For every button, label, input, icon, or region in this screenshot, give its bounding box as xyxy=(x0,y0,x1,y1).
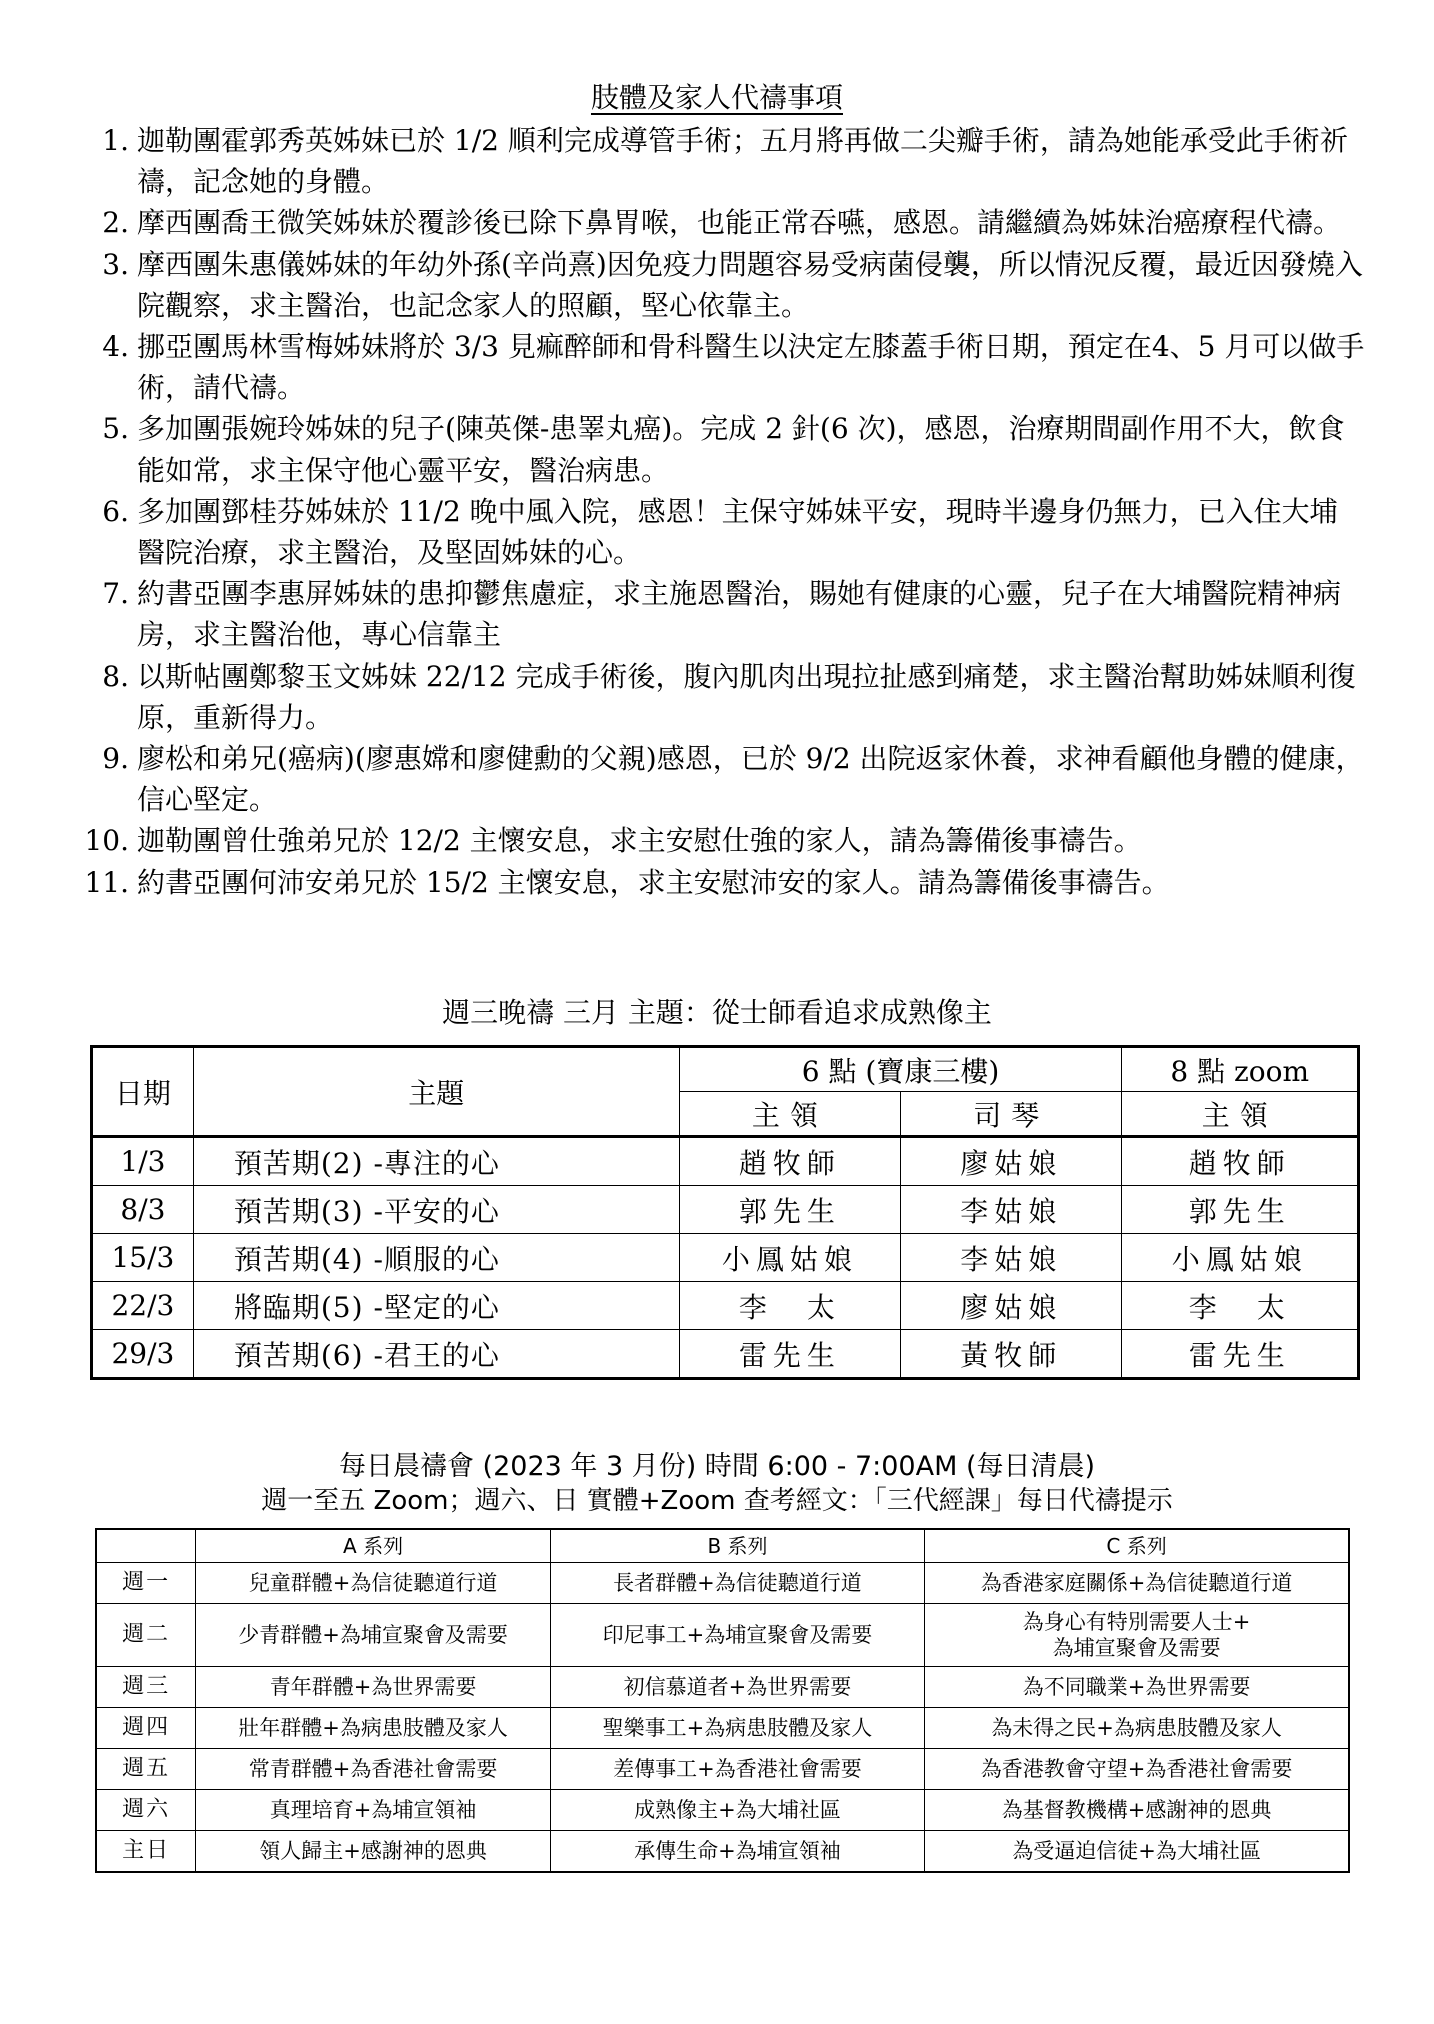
header-8pm-group: 8 點 zoom xyxy=(1122,1047,1359,1092)
table-row xyxy=(92,1282,1359,1330)
cell-series-c-line1: 為受逼迫信徒+為大埔社區 xyxy=(1012,1839,1261,1863)
cell-piano-6pm: 黃牧師 xyxy=(901,1330,1122,1379)
item-number: 2. xyxy=(102,206,129,240)
cell-series-b: 長者群體+為信徒聽道行道 xyxy=(550,1563,924,1604)
cell-series-a: 常青群體+為香港社會需要 xyxy=(196,1749,550,1790)
cell-series-c-line1: 為香港家庭關係+為信徒聽道行道 xyxy=(980,1571,1293,1595)
cell-series-c-line2: 為埔宣聚會及需要 xyxy=(1052,1636,1221,1660)
cell-topic: 預苦期(6) -君王的心 xyxy=(193,1330,679,1379)
cell-series-c-line1: 為基督教機構+感謝神的恩典 xyxy=(1001,1798,1272,1822)
cell-series-c xyxy=(925,1790,1349,1831)
item-number: 5. xyxy=(102,412,129,446)
morning-prayer-table xyxy=(95,1528,1350,1873)
cell-lead-8pm: 趙牧師 xyxy=(1122,1137,1359,1186)
cell-series-c xyxy=(925,1749,1349,1790)
cell-series-a: 真理培育+為埔宣領袖 xyxy=(196,1790,550,1831)
item-text: 以斯帖團鄭黎玉文姊妹 22/12 完成手術後，腹內肌肉出現拉扯感到痛楚，求主醫治幫助姊妹順利復原，重新得力。 xyxy=(137,659,1356,734)
table-header-row xyxy=(96,1529,1349,1563)
table-row xyxy=(92,1234,1359,1282)
cell-piano-6pm: 李姑娘 xyxy=(901,1186,1122,1234)
cell-date: 8/3 xyxy=(92,1186,194,1234)
item-number: 3. xyxy=(102,247,129,281)
cell-series-a: 兒童群體+為信徒聽道行道 xyxy=(196,1563,550,1604)
cell-day: 週五 xyxy=(96,1749,196,1790)
table-row xyxy=(96,1667,1349,1708)
cell-date: 1/3 xyxy=(92,1137,194,1186)
cell-day: 週一 xyxy=(96,1563,196,1604)
morning-title-line2: 週一至五 Zoom；週六、日 實體+Zoom 查考經文：「三代經課」每日代禱提示 xyxy=(261,1486,1173,1516)
cell-lead-6pm: 趙牧師 xyxy=(679,1137,901,1186)
cell-lead-8pm: 郭先生 xyxy=(1122,1186,1359,1234)
table-row xyxy=(96,1790,1349,1831)
cell-day: 週四 xyxy=(96,1708,196,1749)
item-number: 7. xyxy=(102,577,129,611)
table-header-row xyxy=(92,1047,1359,1092)
table-row xyxy=(96,1831,1349,1873)
cell-day: 週二 xyxy=(96,1604,196,1667)
cell-lead-6pm: 小鳳姑娘 xyxy=(679,1234,901,1282)
cell-series-a: 壯年群體+為病患肢體及家人 xyxy=(196,1708,550,1749)
item-text: 迦勒團霍郭秀英姊妹已於 1/2 順利完成導管手術；五月將再做二尖瓣手術，請為她能承受此手術祈禱，記念她的身體。 xyxy=(137,124,1348,199)
cell-series-a: 少青群體+為埔宣聚會及需要 xyxy=(196,1604,550,1667)
item-number: 10. xyxy=(84,824,129,858)
item-text: 摩西團喬王微笑姊妹於覆診後已除下鼻胃喉，也能正常吞嚥，感恩。請繼續為姊妹治癌療程代禱。 xyxy=(137,206,1342,240)
item-number: 1. xyxy=(102,124,129,157)
cell-series-a: 領人歸主+感謝神的恩典 xyxy=(196,1831,550,1873)
cell-series-b: 成熟像主+為大埔社區 xyxy=(550,1790,924,1831)
header-6pm-group: 6 點 (寶康三樓) xyxy=(679,1047,1122,1092)
cell-piano-6pm: 廖姑娘 xyxy=(901,1137,1122,1186)
morning-title-line1: 每日晨禱會 (2023 年 3 月份) 時間 6:00 - 7:00AM (每日清晨) xyxy=(338,1451,1096,1482)
header-piano-6pm: 司琴 xyxy=(901,1092,1122,1137)
cell-series-c-line1: 為未得之民+為病患肢體及家人 xyxy=(991,1716,1282,1740)
cell-series-c xyxy=(925,1563,1349,1604)
cell-series-b: 初信慕道者+為世界需要 xyxy=(550,1667,924,1708)
evening-prayer-table xyxy=(90,1045,1360,1380)
cell-lead-6pm: 郭先生 xyxy=(679,1186,901,1234)
cell-topic: 將臨期(5) -堅定的心 xyxy=(193,1282,679,1330)
prayer-list xyxy=(85,120,1365,903)
table-row xyxy=(92,1330,1359,1379)
cell-lead-6pm: 李 太 xyxy=(679,1282,901,1330)
cell-series-c-line1: 為身心有特別需要人士+ xyxy=(1022,1610,1251,1634)
cell-lead-8pm: 雷先生 xyxy=(1122,1330,1359,1379)
cell-series-c-line1: 為不同職業+為世界需要 xyxy=(1022,1675,1251,1699)
evening-section-title: 週三晚禱 三月 主題：從士師看追求成熟像主 xyxy=(442,996,992,1029)
cell-series-c-line1: 為香港教會守望+為香港社會需要 xyxy=(980,1757,1293,1781)
item-text: 多加團鄧桂芬姊妹於 11/2 晚中風入院，感恩！主保守姊妹平安，現時半邊身仍無力，已入住大埔醫院治療，求主醫治，及堅固姊妹的心。 xyxy=(137,494,1338,570)
table-row xyxy=(92,1186,1359,1234)
cell-topic: 預苦期(4) -順服的心 xyxy=(193,1234,679,1282)
cell-date: 22/3 xyxy=(92,1282,194,1330)
cell-series-c xyxy=(925,1708,1349,1749)
cell-piano-6pm: 李姑娘 xyxy=(901,1234,1122,1282)
item-text: 多加團張婉玲姊妹的兒子(陳英傑-患睪丸癌)。完成 2 針(6 次)，感恩，治療期間副作用不大，飲食能如常，求主保守他心靈平安，醫治病患。 xyxy=(137,412,1345,487)
cell-series-b: 聖樂事工+為病患肢體及家人 xyxy=(550,1708,924,1749)
item-text: 挪亞團馬林雪梅姊妹將於 3/3 見痲醉師和骨科醫生以決定左膝蓋手術日期，預定在4、5 月可以做手術，請代禱。 xyxy=(137,330,1365,405)
list-item xyxy=(85,202,1365,243)
table-row xyxy=(96,1604,1349,1667)
header-series-a: A 系列 xyxy=(196,1529,550,1563)
cell-series-c xyxy=(925,1831,1349,1873)
cell-lead-8pm: 小鳳姑娘 xyxy=(1122,1234,1359,1282)
cell-series-b: 承傳生命+為埔宣領袖 xyxy=(550,1831,924,1873)
table-row xyxy=(96,1563,1349,1604)
item-text: 廖松和弟兄(癌病)(廖惠嫦和廖健勳的父親)感恩，已於 9/2 出院返家休養，求神看顧他身體的健康，信心堅定。 xyxy=(137,742,1364,817)
item-text: 摩西團朱惠儀姊妹的年幼外孫(辛尚熹)因免疫力問題容易受病菌侵襲，所以情況反覆，最近因發燒入院觀察，求主醫治，也記念家人的照顧，堅心依靠主。 xyxy=(137,247,1363,322)
list-item xyxy=(85,244,1365,326)
item-number: 11. xyxy=(84,865,129,899)
table-row xyxy=(96,1749,1349,1790)
cell-series-b: 印尼事工+為埔宣聚會及需要 xyxy=(550,1604,924,1667)
cell-topic: 預苦期(2) -專注的心 xyxy=(193,1137,679,1186)
cell-lead-8pm: 李 太 xyxy=(1122,1282,1359,1330)
item-number: 8. xyxy=(102,659,129,693)
header-lead-8pm: 主領 xyxy=(1122,1092,1359,1137)
item-text: 約書亞團李惠屏姊妹的患抑鬱焦慮症，求主施恩醫治，賜她有健康的心靈，兒子在大埔醫院精神病房，求主醫治他，專心信靠主 xyxy=(137,577,1342,652)
header-series-b: B 系列 xyxy=(550,1529,924,1563)
list-item xyxy=(85,738,1365,820)
cell-day: 主日 xyxy=(96,1831,196,1873)
cell-series-c xyxy=(925,1667,1349,1708)
morning-section-title xyxy=(0,1450,1434,1518)
header-topic: 主題 xyxy=(193,1047,679,1137)
list-item xyxy=(85,573,1365,655)
cell-piano-6pm: 廖姑娘 xyxy=(901,1282,1122,1330)
cell-series-a: 青年群體+為世界需要 xyxy=(196,1667,550,1708)
header-lead-6pm: 主領 xyxy=(679,1092,901,1137)
item-number: 9. xyxy=(102,742,129,776)
header-empty xyxy=(96,1529,196,1563)
list-item xyxy=(85,656,1365,738)
list-item xyxy=(85,820,1365,861)
cell-series-b: 差傳事工+為香港社會需要 xyxy=(550,1749,924,1790)
cell-day: 週三 xyxy=(96,1667,196,1708)
list-item xyxy=(85,120,1365,202)
item-number: 6. xyxy=(102,494,129,528)
cell-series-c xyxy=(925,1604,1349,1667)
item-text: 迦勒團曾仕強弟兄於 12/2 主懷安息，求主安慰仕強的家人，請為籌備後事禱告。 xyxy=(137,824,1142,858)
cell-lead-6pm: 雷先生 xyxy=(679,1330,901,1379)
list-item xyxy=(85,326,1365,408)
prayer-section-title: 肢體及家人代禱事項 xyxy=(590,81,843,114)
item-text: 約書亞團何沛安弟兄於 15/2 主懷安息，求主安慰沛安的家人。請為籌備後事禱告。 xyxy=(137,865,1170,899)
header-date: 日期 xyxy=(92,1047,194,1137)
list-item xyxy=(85,491,1365,573)
cell-day: 週六 xyxy=(96,1790,196,1831)
item-number: 4. xyxy=(102,330,129,364)
list-item xyxy=(85,862,1365,903)
cell-date: 15/3 xyxy=(92,1234,194,1282)
table-row xyxy=(96,1708,1349,1749)
list-item xyxy=(85,408,1365,490)
table-row xyxy=(92,1137,1359,1186)
cell-topic: 預苦期(3) -平安的心 xyxy=(193,1186,679,1234)
cell-date: 29/3 xyxy=(92,1330,194,1379)
header-series-c: C 系列 xyxy=(925,1529,1349,1563)
